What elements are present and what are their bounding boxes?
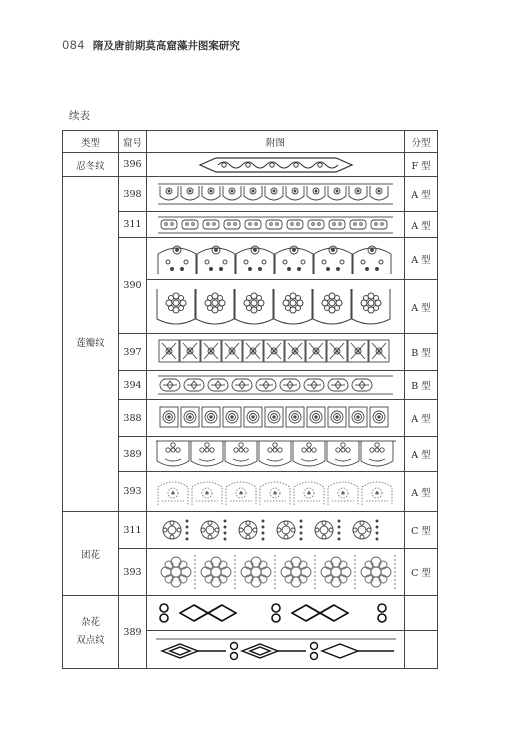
rosette-squares-pattern-image	[158, 405, 393, 431]
cave-cell: 397	[119, 334, 147, 371]
cave-cell: 311	[119, 212, 147, 238]
petal-cups-pattern-image	[158, 216, 393, 234]
cave-cell: 396	[119, 153, 147, 177]
figure-cell	[147, 371, 405, 400]
type-line-1: 杂花	[80, 616, 100, 628]
round-flowers-large-pattern-image	[156, 552, 396, 592]
cave-cell: 311	[119, 512, 147, 549]
table-row	[63, 472, 438, 512]
table-row	[63, 596, 438, 631]
table-row	[63, 549, 438, 596]
figure-cell	[147, 631, 405, 669]
class-cell: A 型	[405, 212, 438, 238]
figure-cell	[147, 549, 405, 596]
class-cell: B 型	[405, 371, 438, 400]
table-header-row	[63, 131, 438, 153]
figure-cell	[147, 472, 405, 512]
table-row	[63, 400, 438, 437]
cave-cell: 390	[119, 238, 147, 334]
table-row	[63, 153, 438, 177]
cave-cell: 398	[119, 177, 147, 212]
continued-label: 续表	[69, 110, 90, 122]
book-title: 隋及唐前期莫高窟藻井图案研究	[92, 40, 240, 52]
type-cell: 莲瓣纹	[63, 177, 119, 512]
scallop-flowers-pattern-image	[156, 283, 396, 331]
cave-cell: 389	[119, 596, 147, 669]
figure-cell	[147, 212, 405, 238]
col-header-figure: 附图	[147, 131, 405, 153]
figure-cell	[147, 280, 405, 334]
col-header-type: 类型	[63, 131, 119, 153]
table-row	[63, 334, 438, 371]
cave-cell: 389	[119, 437, 147, 472]
square-tiles-pattern-image	[158, 338, 393, 366]
cave-cell: 394	[119, 371, 147, 400]
figure-cell	[147, 153, 405, 177]
figure-cell	[147, 596, 405, 631]
diamond-lines-pattern-image	[156, 635, 396, 665]
cave-cell: 393	[119, 472, 147, 512]
scallop-dots-pattern-image	[156, 240, 396, 278]
class-cell: B 型	[405, 334, 438, 371]
cave-cell: 388	[119, 400, 147, 437]
class-cell: A 型	[405, 472, 438, 512]
type-cell: 团花	[63, 512, 119, 596]
page-number: 084	[62, 38, 85, 52]
figure-cell	[147, 400, 405, 437]
class-cell: A 型	[405, 177, 438, 212]
arch-flowers-pattern-image	[156, 439, 396, 469]
cave-cell: 393	[119, 549, 147, 596]
round-flowers-small-pattern-image	[156, 515, 396, 545]
col-header-cave: 窟号	[119, 131, 147, 153]
figure-cell	[147, 334, 405, 371]
table-row	[63, 212, 438, 238]
type-cell	[63, 596, 119, 669]
pattern-table	[62, 130, 438, 669]
table-row	[63, 177, 438, 212]
class-cell: A 型	[405, 280, 438, 334]
scroll-pattern-image	[196, 155, 356, 175]
figure-cell	[147, 512, 405, 549]
col-header-class: 分型	[405, 131, 438, 153]
diamond-rings-pattern-image	[156, 600, 396, 626]
page-header	[62, 38, 240, 53]
table-row	[63, 512, 438, 549]
oval-links-pattern-image	[158, 374, 393, 396]
petal-circles-pattern-image	[158, 182, 393, 206]
class-cell: A 型	[405, 400, 438, 437]
figure-cell	[147, 437, 405, 472]
class-cell: C 型	[405, 549, 438, 596]
dotted-arches-pattern-image	[156, 477, 396, 507]
type-cell: 忍冬纹	[63, 153, 119, 177]
class-cell	[405, 596, 438, 631]
class-cell: C 型	[405, 512, 438, 549]
table-row	[63, 238, 438, 280]
table-row	[63, 437, 438, 472]
figure-cell	[147, 238, 405, 280]
figure-cell	[147, 177, 405, 212]
table-row	[63, 371, 438, 400]
class-cell: F 型	[405, 153, 438, 177]
class-cell: A 型	[405, 437, 438, 472]
type-line-2: 双点纹	[76, 635, 105, 646]
class-cell	[405, 631, 438, 669]
class-cell: A 型	[405, 238, 438, 280]
